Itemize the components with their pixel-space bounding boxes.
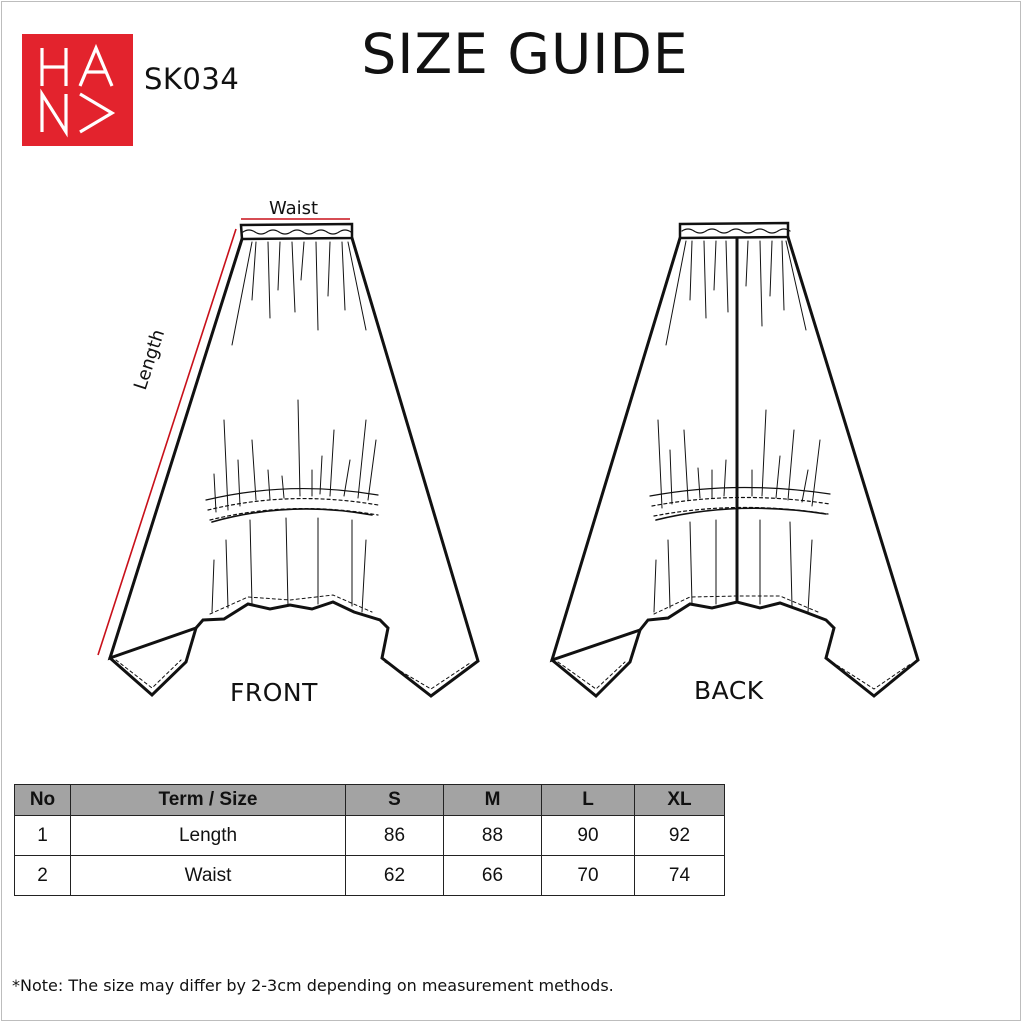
header-size-m: M xyxy=(444,785,542,816)
table-cell: 92 xyxy=(635,816,725,856)
table-cell: 62 xyxy=(346,856,444,896)
table-cell: Waist xyxy=(71,856,346,896)
waist-measure-label: Waist xyxy=(269,198,319,219)
measurement-note: *Note: The size may differ by 2-3cm depending on measurement methods. xyxy=(12,976,614,995)
size-table xyxy=(14,784,725,896)
front-pants-drawing xyxy=(110,224,478,696)
table-row xyxy=(15,816,725,856)
table-cell: 2 xyxy=(15,856,71,896)
measurement-lines xyxy=(98,219,350,655)
header-size-s: S xyxy=(346,785,444,816)
table-header-row xyxy=(15,785,725,816)
header-size-xl: XL xyxy=(635,785,725,816)
table-cell: 90 xyxy=(542,816,635,856)
header-size-l: L xyxy=(542,785,635,816)
header-term-size: Term / Size xyxy=(71,785,346,816)
back-view-label: BACK xyxy=(694,676,764,705)
table-cell: 88 xyxy=(444,816,542,856)
front-view-label: FRONT xyxy=(230,678,318,707)
table-cell: 74 xyxy=(635,856,725,896)
table-cell: 86 xyxy=(346,816,444,856)
table-row xyxy=(15,856,725,896)
table-cell: 70 xyxy=(542,856,635,896)
table-cell: 66 xyxy=(444,856,542,896)
back-pants-drawing xyxy=(552,223,918,696)
header-no: No xyxy=(15,785,71,816)
length-measure-label: Length xyxy=(130,326,170,393)
table-cell: Length xyxy=(71,816,346,856)
product-code: SK034 xyxy=(144,62,240,96)
page-title: SIZE GUIDE xyxy=(361,22,689,86)
table-cell: 1 xyxy=(15,816,71,856)
